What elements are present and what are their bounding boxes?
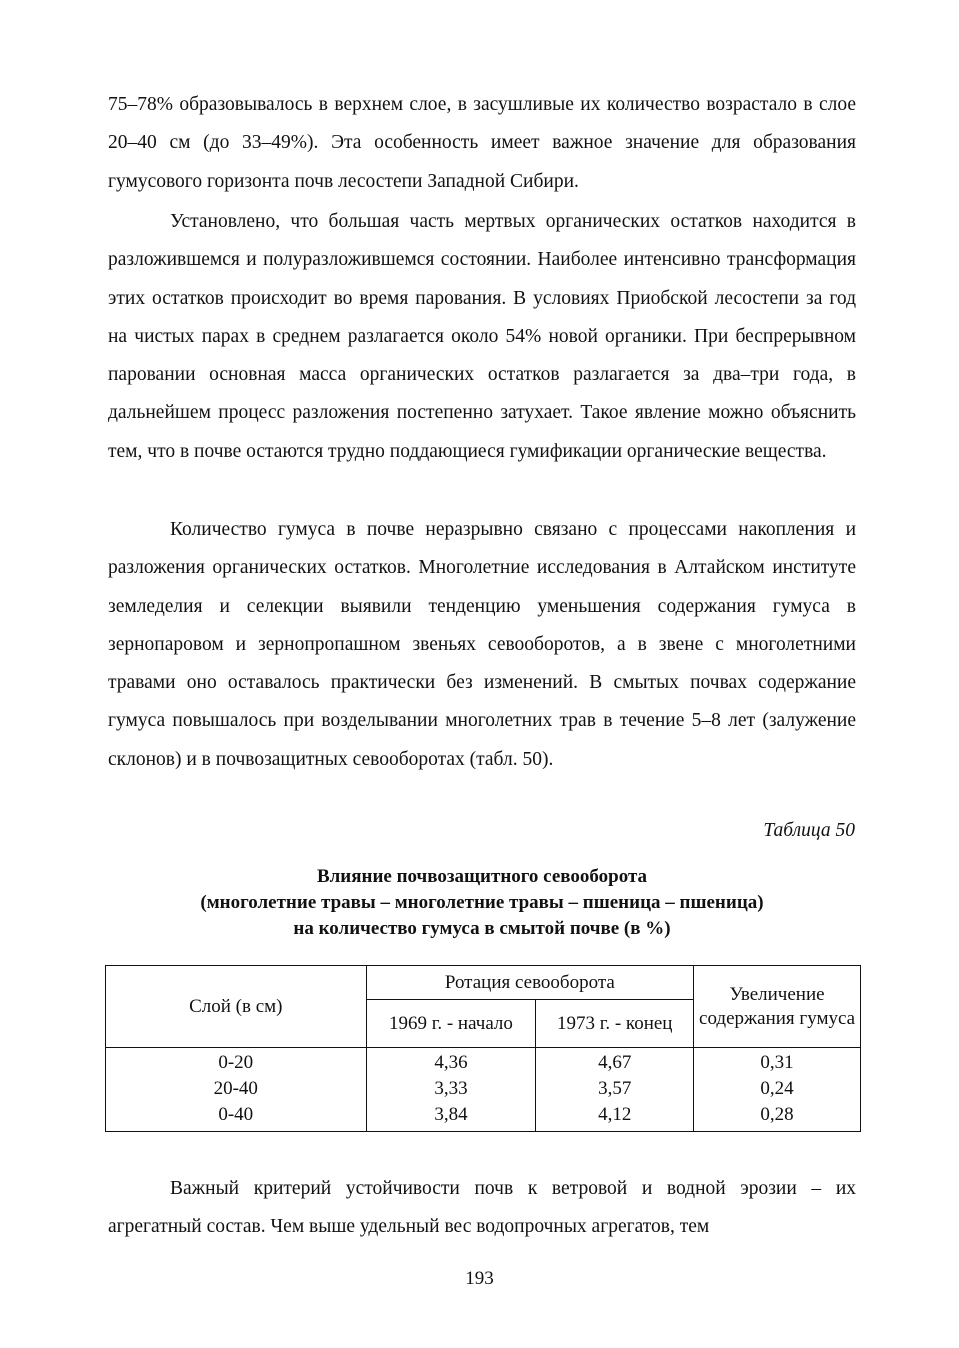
- header-start-1969: 1969 г. - начало: [366, 1000, 536, 1048]
- table-row: [106, 1048, 861, 1077]
- cell-start: 3,84: [366, 1102, 536, 1132]
- cell-layer: 0-40: [106, 1102, 367, 1132]
- paragraph-aggregate-composition: Важный критерий устойчивости почв к ветровой и водной эрозии – их агрегатный состав. Чем выше удельный вес водопрочных агрегатов, тем: [108, 1178, 856, 1238]
- cell-layer: 0-20: [106, 1048, 367, 1077]
- header-increase: Увеличение содержания гумуса: [694, 966, 861, 1048]
- header-end-1973: 1973 г. - конец: [536, 1000, 694, 1048]
- table-title: [108, 864, 856, 942]
- header-rotation: Ротация севооборота: [366, 966, 694, 1000]
- paragraph-humus-content: Количество гумуса в почве неразрывно связано с процессами накопления и разложения органических остатков. Многолетние исследования в Алтайском институте земледелия и селекции выявили тенденцию уменьшения содержания гумуса в зернопаровом и зернопропашном звеньях севооборотов, а в звене с многолетними травами оно оставалось практически без изменений. В смытых почвах содержание гумуса повышалось при возделывании многолетних трав в течение 5–8 лет (залужение склонов) и в почвозащитных севооборотах (табл. 50).: [108, 519, 856, 770]
- cell-increase: 0,28: [694, 1102, 861, 1132]
- table-title-line: (многолетние травы – многолетние травы – пшеница – пшеница): [200, 892, 764, 913]
- header-layer: Слой (в см): [106, 966, 367, 1048]
- table-row: [106, 1102, 861, 1132]
- cell-end: 4,12: [536, 1102, 694, 1132]
- cell-increase: 0,31: [694, 1048, 861, 1077]
- humus-table: [105, 965, 861, 1132]
- cell-layer: 20-40: [106, 1076, 367, 1102]
- table-title-line: на количество гумуса в смытой почве (в %): [293, 918, 671, 939]
- table-caption: Таблица 50: [763, 820, 855, 841]
- cell-start: 4,36: [366, 1048, 536, 1077]
- page-number: 193: [465, 1268, 494, 1289]
- cell-end: 3,57: [536, 1076, 694, 1102]
- paragraph-continuation: 75–78% образовывалось в верхнем слое, в засушливые их количество возрастало в слое 20–40 см (до 33–49%). Эта особенность имеет важное значение для образования гумусового горизонта почв лесостепи Западной Сибири.: [108, 94, 856, 192]
- cell-increase: 0,24: [694, 1076, 861, 1102]
- table-title-line: Влияние почвозащитного севооборота: [316, 866, 648, 887]
- table-row: [106, 1076, 861, 1102]
- paragraph-organic-residues: Установлено, что большая часть мертвых органических остатков находится в разложившемся и полуразложившемся состоянии. Наиболее интенсивно трансформация этих остатков происходит во время парования. В условиях Приобской лесостепи за год на чистых парах в среднем разлагается около 54% новой органики. При беспрерывном паровании основная масса органических остатков разлагается за два–три года, в дальнейшем процесс разложения постепенно затухает. Такое явление можно объяснить тем, что в почве остаются трудно поддающиеся гумификации органические вещества.: [108, 211, 856, 462]
- cell-end: 4,67: [536, 1048, 694, 1077]
- cell-start: 3,33: [366, 1076, 536, 1102]
